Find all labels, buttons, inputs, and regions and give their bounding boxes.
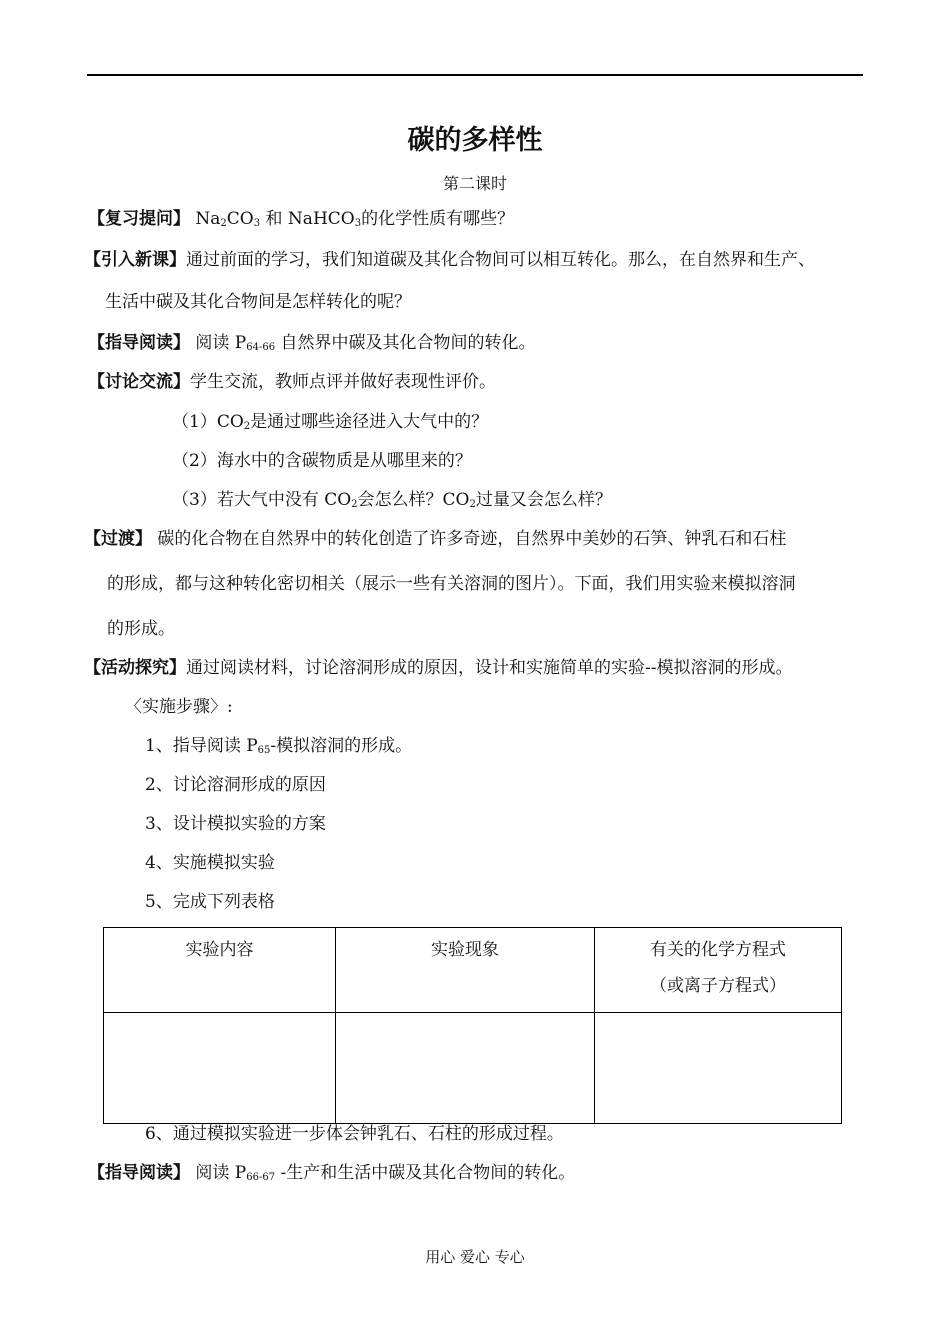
step-5: 5、完成下列表格	[145, 892, 275, 912]
activity-tag: 【活动探究】	[84, 658, 186, 678]
transition-paragraph	[84, 527, 786, 551]
header-rule	[87, 74, 863, 76]
table-row	[104, 1013, 842, 1124]
discuss-question-1: $(1)CO_2$是通过哪些途径进入大气中的？	[172, 412, 489, 432]
table-cell	[595, 1013, 842, 1124]
transition-tag: 【过渡】	[84, 529, 152, 549]
table-header-row	[104, 928, 842, 1013]
discuss-tag: 【讨论交流】	[88, 372, 190, 392]
step-2: 2、讨论溶洞形成的原因	[145, 775, 326, 795]
table-header-equation-sub: （或离子方程式）	[650, 976, 786, 996]
guide-reading-1: 【指导阅读】 阅读 $P_{64-66}$ 自然界中碳及其化合物间的转化。	[88, 333, 536, 353]
table-header-phenomenon: 实验现象	[336, 928, 595, 1013]
intro-line-2: 生活中碳及其化合物间是怎样转化的呢？	[105, 292, 411, 312]
steps-label: 〈实施步骤〉:	[125, 697, 233, 717]
guide-reading-2: 【指导阅读】 阅读 $P_{66-67}$ -生产和生活中碳及其化合物间的转化。	[88, 1163, 576, 1183]
guide-tag-2: 【指导阅读】	[88, 1163, 190, 1183]
step-1: 1、指导阅读 $P_{65}-$模拟溶洞的形成。	[145, 736, 413, 756]
discuss-question-2: （2）海水中的含碳物质是从哪里来的？	[172, 451, 472, 471]
transition-line-2: 的形成，都与这种转化密切相关（展示一些有关溶洞的图片）。下面，我们用实验来模拟溶洞	[107, 574, 796, 594]
discuss-paragraph: 【讨论交流】学生交流，教师点评并做好表现性评价。	[88, 372, 496, 392]
step-6: 6、通过模拟实验进一步体会钟乳石、石柱的形成过程。	[145, 1124, 564, 1144]
guide-tag-1: 【指导阅读】	[88, 333, 190, 353]
step-3: 3、设计模拟实验的方案	[145, 814, 326, 834]
intro-paragraph	[84, 248, 815, 272]
activity-paragraph: 【活动探究】通过阅读材料，讨论溶洞形成的原因，设计和实施简单的实验--模拟溶洞的形成。	[84, 658, 793, 678]
transition-line-1: 碳的化合物在自然界中的转化创造了许多奇迹，自然界中美妙的石笋、钟乳石和石柱	[152, 529, 787, 549]
transition-line-3: 的形成。	[107, 619, 175, 639]
table-header-content: 实验内容	[104, 928, 336, 1013]
table-header-equation: 有关的化学方程式 （或离子方程式）	[595, 928, 842, 1013]
review-paragraph: 【复习提问】 $Na_2CO_3$ 和 NaHCO$_3$的化学性质有哪些？	[88, 209, 515, 229]
table-cell	[104, 1013, 336, 1124]
page-title: 碳的多样性	[407, 125, 543, 156]
page-subtitle: 第二课时	[442, 174, 507, 193]
review-tag: 【复习提问】	[88, 209, 190, 229]
table-cell	[336, 1013, 595, 1124]
experiment-table	[103, 927, 842, 1124]
page-footer: 用心 爱心 专心	[425, 1248, 525, 1266]
discuss-question-3: （3）若大气中没有 $CO_2$会怎么样？$CO_2$过量又会怎么样？	[172, 490, 612, 510]
intro-tag: 【引入新课】	[84, 250, 186, 270]
intro-line-1: 通过前面的学习，我们知道碳及其化合物间可以相互转化。那么，在自然界和生产、	[186, 250, 815, 270]
step-4: 4、实施模拟实验	[145, 853, 275, 873]
